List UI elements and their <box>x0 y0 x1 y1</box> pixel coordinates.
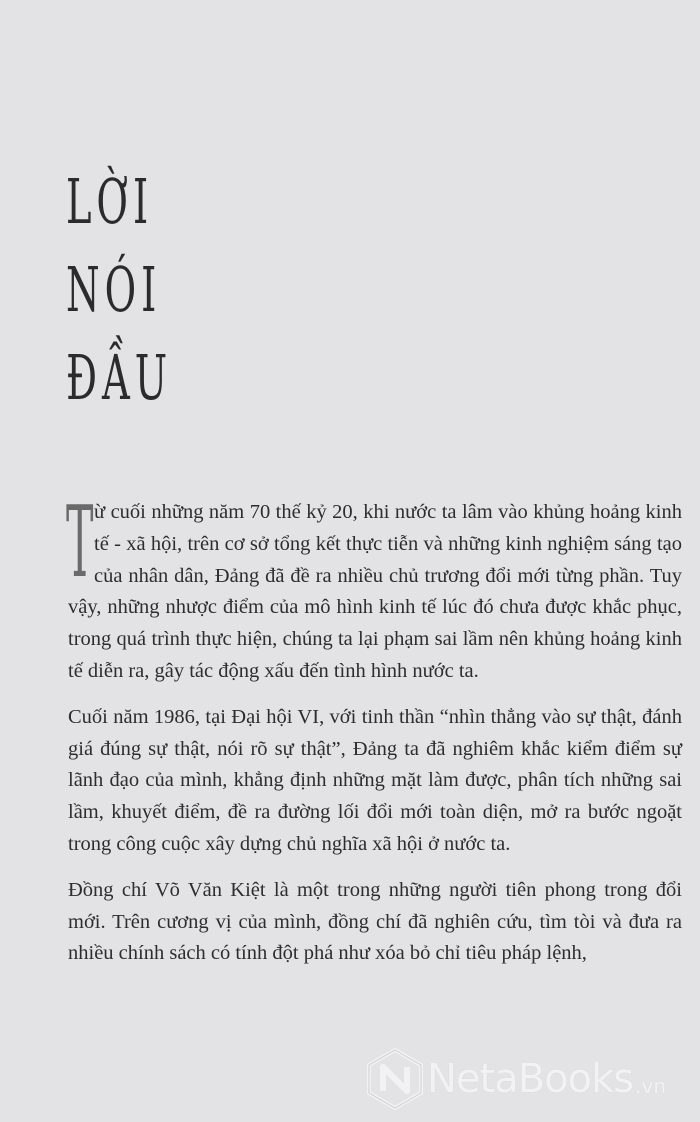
body-text <box>66 486 682 984</box>
paragraph-3: Đồng chí Võ Văn Kiệt là một trong những người tiên phong trong đổi mới. Trên cương vị của mình, đồng chí đã nghiên cứu, tìm tòi và đưa ra nhiều chính sách có tính đột phá như xóa bỏ chỉ tiêu pháp lệnh, <box>68 878 682 965</box>
paragraph-1 <box>66 486 682 688</box>
page-title <box>66 158 237 422</box>
title-line-2: NÓI <box>66 253 162 326</box>
drop-cap: T <box>66 486 94 600</box>
watermark-brand: NetaBooks <box>427 1056 634 1102</box>
watermark-suffix: .vn <box>635 1074 666 1098</box>
netabooks-logo-icon <box>365 1047 425 1111</box>
paragraph-2: Cuối năm 1986, tại Đại hội VI, với tinh thần “nhìn thẳng vào sự thật, đánh giá đúng sự thật, nói rõ sự thật”, Đảng ta đã nghiêm khắc kiểm điểm sự lãnh đạo của mình, khẳng định những mặt làm được, phân tích những sai lầm, khuyết điểm, đề ra đường lối đổi mới toàn diện, mở ra bước ngoặt trong công cuộc xây dựng chủ nghĩa xã hội ở nước ta. <box>68 705 682 855</box>
title-line-3: ĐẦU <box>66 341 173 414</box>
title-line-1: LỜI <box>66 165 154 238</box>
paragraph-1-text: ừ cuối những năm 70 thế kỷ 20, khi nước ta lâm vào khủng hoảng kinh tế - xã hội, trên cơ sở tổng kết thực tiễn và những kinh nghiệm sáng tạo của nhân dân, Đảng đã đề ra nhiều chủ trương đổi mới từng phần. Tuy vậy, những nhược điểm của mô hình kinh tế lúc đó chưa được khắc phục, trong quá trình thực hiện, chúng ta lại phạm sai lầm nên khủng hoảng kinh tế diễn ra, gây tác động xấu đến tình hình nước ta. <box>68 501 682 682</box>
netabooks-watermark <box>365 1046 666 1112</box>
